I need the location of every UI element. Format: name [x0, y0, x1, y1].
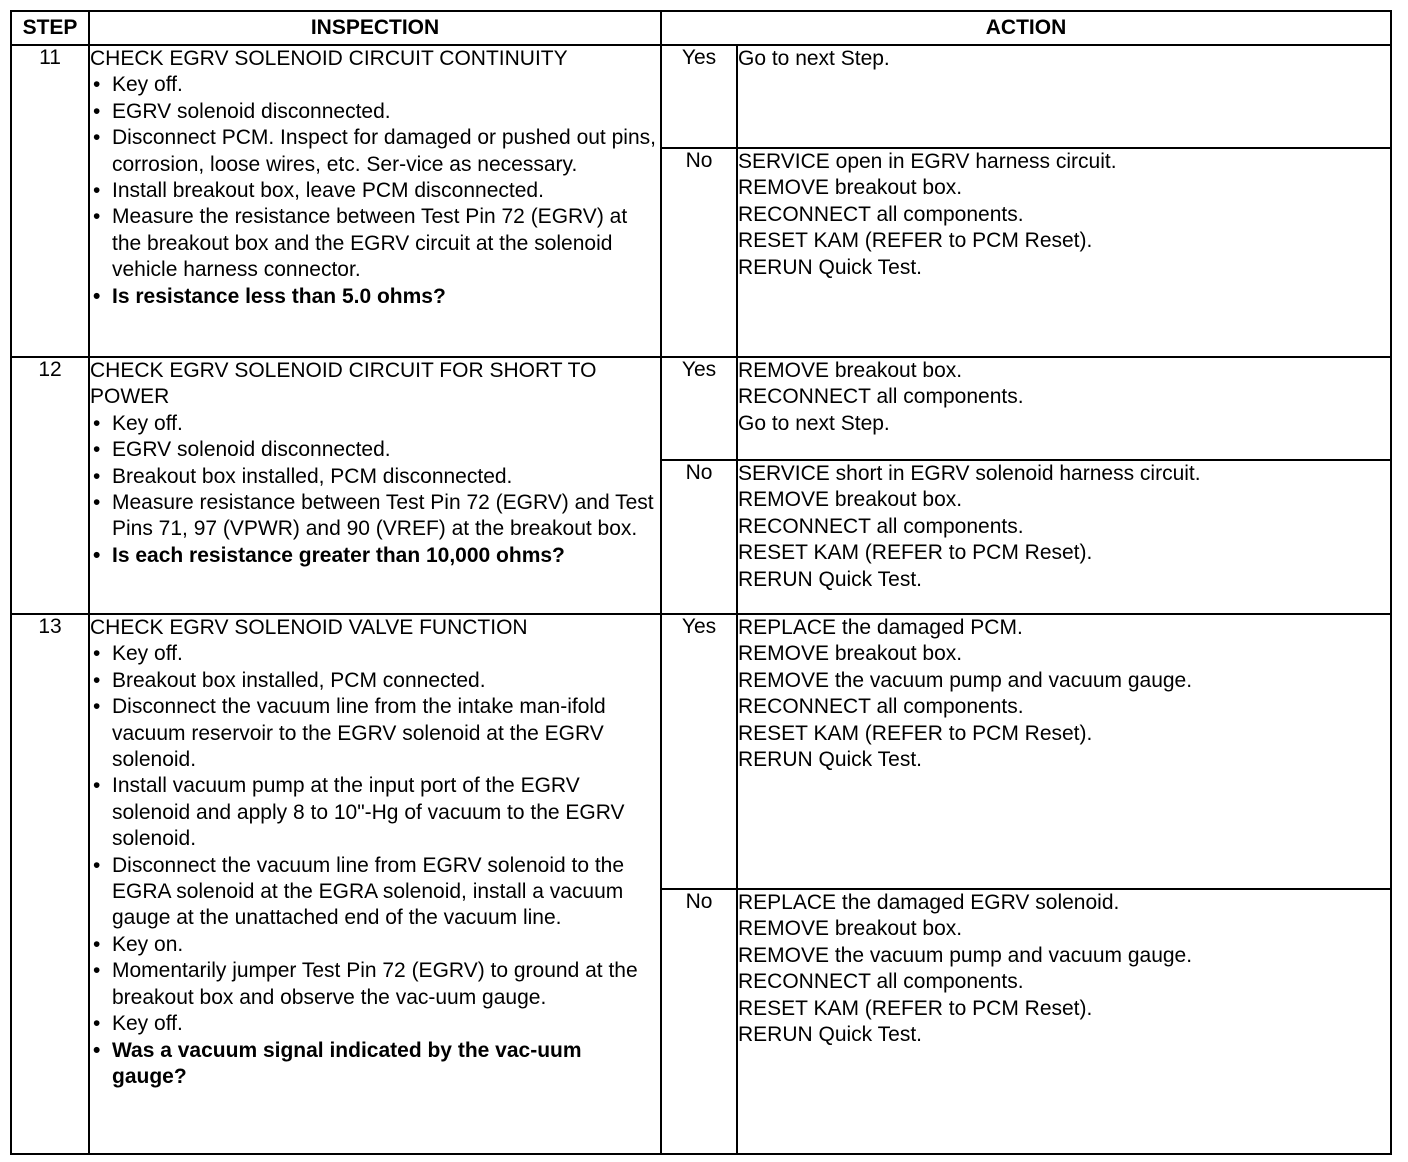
action-line: RESET KAM (REFER to PCM Reset).	[738, 541, 1093, 565]
inspection-bullet: • Install breakout box, leave PCM disconnected.	[90, 178, 660, 204]
yes-action-cell	[737, 614, 1391, 889]
action-line: SERVICE short in EGRV solenoid harness circuit.	[738, 462, 1201, 485]
diagnostic-procedure-sheet	[10, 10, 1390, 1155]
inspection-bullet: • Disconnect PCM. Inspect for damaged or pushed out pins, corrosion, loose wires, etc. Ser-vice as necessary.	[90, 125, 660, 178]
action-line: RESET KAM (REFER to PCM Reset).	[738, 229, 1093, 253]
no-action-cell	[737, 148, 1391, 357]
header-action: ACTION	[661, 11, 1391, 45]
step-number: 12	[11, 357, 89, 614]
action-line: SERVICE open in EGRV harness circuit.	[738, 150, 1117, 173]
inspection-bullet: • Disconnect the vacuum line from the intake man-ifold vacuum reservoir to the EGRV solenoid at the EGRV solenoid.	[90, 694, 660, 773]
inspection-bullet: • EGRV solenoid disconnected.	[90, 99, 660, 125]
inspection-question: • Is resistance less than 5.0 ohms?	[90, 284, 660, 310]
no-action-cell	[737, 889, 1391, 1154]
action-line: REMOVE breakout box.	[738, 642, 963, 666]
inspection-cell	[89, 357, 661, 614]
step-number: 13	[11, 614, 89, 1154]
table-row	[11, 614, 1391, 889]
step-number: 11	[11, 45, 89, 357]
action-line: RECONNECT all components.	[738, 970, 1024, 994]
action-line: Go to next Step.	[738, 411, 890, 435]
action-line: RECONNECT all components.	[738, 695, 1024, 719]
inspection-bullets	[90, 72, 660, 310]
action-line: REMOVE breakout box.	[738, 359, 963, 382]
inspection-bullet: • Breakout box installed, PCM connected.	[90, 668, 660, 694]
inspection-title: CHECK EGRV SOLENOID VALVE FUNCTION	[90, 616, 528, 639]
action-line: REMOVE breakout box.	[738, 176, 963, 200]
inspection-cell	[89, 45, 661, 357]
action-line: REMOVE breakout box.	[738, 917, 963, 941]
inspection-bullet: • Disconnect the vacuum line from EGRV solenoid to the EGRA solenoid at the EGRA solenoid, install a vacuum gauge at the unattached end of the vacuum line.	[90, 853, 660, 932]
action-line: RESET KAM (REFER to PCM Reset).	[738, 996, 1093, 1020]
answer-no: No	[661, 889, 737, 1154]
inspection-question: • Is each resistance greater than 10,000 ohms?	[90, 543, 660, 569]
yes-action-cell	[737, 45, 1391, 148]
action-line: REMOVE the vacuum pump and vacuum gauge.	[738, 668, 1193, 692]
answer-no: No	[661, 148, 737, 357]
inspection-bullet: • Measure the resistance between Test Pin 72 (EGRV) at the breakout box and the EGRV circuit at the solenoid vehicle harness connector.	[90, 204, 660, 283]
inspection-title: CHECK EGRV SOLENOID CIRCUIT CONTINUITY	[90, 47, 568, 70]
inspection-bullet: • Key off.	[90, 641, 660, 667]
answer-yes: Yes	[661, 45, 737, 148]
action-line: Go to next Step.	[738, 47, 890, 70]
inspection-bullet: • EGRV solenoid disconnected.	[90, 437, 660, 463]
header-row	[11, 11, 1391, 45]
answer-yes: Yes	[661, 614, 737, 889]
action-line: RERUN Quick Test.	[738, 748, 922, 772]
inspection-bullet: • Install vacuum pump at the input port of the EGRV solenoid and apply 8 to 10"-Hg of vacuum to the EGRV solenoid.	[90, 773, 660, 852]
inspection-bullet: • Measure resistance between Test Pin 72 (EGRV) and Test Pins 71, 97 (VPWR) and 90 (VREF) at the breakout box.	[90, 490, 660, 543]
table-body	[11, 45, 1391, 1154]
inspection-bullets	[90, 641, 660, 1090]
header-step: STEP	[11, 11, 89, 45]
inspection-bullet: • Key off.	[90, 1011, 660, 1037]
inspection-cell	[89, 614, 661, 1154]
inspection-bullet: • Key on.	[90, 932, 660, 958]
action-line: REPLACE the damaged PCM.	[738, 616, 1023, 639]
action-line: RESET KAM (REFER to PCM Reset).	[738, 721, 1093, 745]
inspection-bullet: • Momentarily jumper Test Pin 72 (EGRV) to ground at the breakout box and observe the vac-uum gauge.	[90, 958, 660, 1011]
action-line: RERUN Quick Test.	[738, 1023, 922, 1047]
action-line: REPLACE the damaged EGRV solenoid.	[738, 891, 1120, 914]
header-inspection: INSPECTION	[89, 11, 661, 45]
inspection-bullet: • Key off.	[90, 72, 660, 98]
inspection-title: CHECK EGRV SOLENOID CIRCUIT FOR SHORT TO POWER	[90, 359, 597, 409]
action-line: RECONNECT all components.	[738, 202, 1024, 226]
action-line: RERUN Quick Test.	[738, 255, 922, 279]
no-action-cell	[737, 460, 1391, 614]
table-row	[11, 45, 1391, 148]
action-line: REMOVE the vacuum pump and vacuum gauge.	[738, 943, 1193, 967]
answer-no: No	[661, 460, 737, 614]
inspection-bullets	[90, 411, 660, 569]
inspection-bullet: • Breakout box installed, PCM disconnected.	[90, 464, 660, 490]
pinpoint-test-table	[10, 10, 1392, 1155]
action-line: REMOVE breakout box.	[738, 488, 963, 512]
action-line: RERUN Quick Test.	[738, 567, 922, 591]
answer-yes: Yes	[661, 357, 737, 460]
table-row	[11, 357, 1391, 460]
yes-action-cell	[737, 357, 1391, 460]
action-line: RECONNECT all components.	[738, 514, 1024, 538]
inspection-question: • Was a vacuum signal indicated by the vac-uum gauge?	[90, 1038, 660, 1091]
action-line: RECONNECT all components.	[738, 385, 1024, 409]
inspection-bullet: • Key off.	[90, 411, 660, 437]
